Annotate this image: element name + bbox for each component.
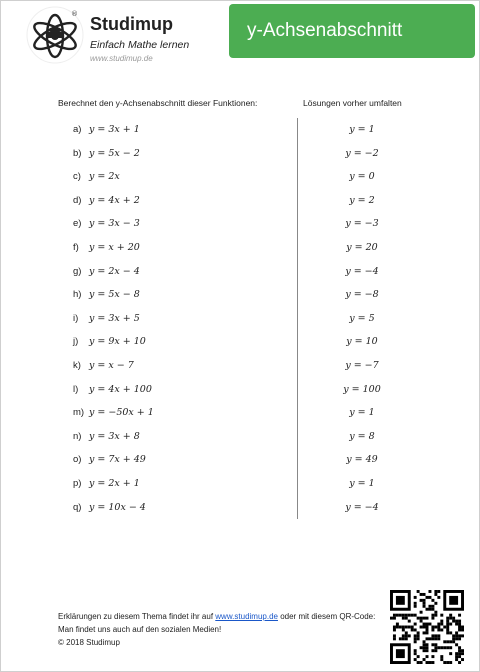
exercise-solution: y = −2 (345, 147, 379, 159)
exercise-label: k) (73, 360, 81, 371)
exercise-equation: y = 3x + 1 (89, 124, 140, 135)
footer-line-2: Man findet uns auch auf den sozialen Medien! (58, 625, 222, 634)
exercise-equation: y = 2x − 4 (89, 265, 140, 277)
footer-copyright: © 2018 Studimup (58, 638, 120, 647)
exercise-row (0, 266, 480, 284)
exercise-row (0, 218, 480, 236)
exercise-solution: y = −4 (345, 501, 379, 513)
exercise-solution: y = 5 (349, 312, 375, 324)
exercise-row (0, 407, 480, 425)
exercise-solution: y = 8 (349, 430, 375, 442)
exercise-row (0, 171, 480, 189)
exercise-solution: y = −7 (345, 360, 379, 371)
exercise-solution: y = −8 (345, 289, 379, 301)
exercise-equation: y = 2x (89, 171, 120, 183)
exercise-solution: y = 49 (346, 454, 378, 466)
exercise-label: p) (73, 478, 82, 489)
brand-name: Studimup (90, 14, 173, 34)
exercise-label: g) (73, 265, 82, 277)
solutions-heading: Lösungen vorher umfalten (303, 98, 402, 108)
exercise-row (0, 431, 480, 449)
exercise-row (0, 124, 480, 142)
exercise-solution: y = 20 (346, 242, 378, 253)
website-link[interactable]: www.studimup.de (215, 612, 278, 621)
exercise-label: o) (73, 454, 82, 466)
exercise-row (0, 478, 480, 496)
brand-tagline: Einfach Mathe lernen (90, 39, 190, 51)
exercise-label: n) (73, 430, 82, 442)
exercise-equation: y = 2x + 1 (89, 478, 140, 489)
exercise-solution: y = −4 (345, 265, 379, 277)
exercise-solution: y = 10 (346, 336, 378, 348)
exercise-equation: y = 3x − 3 (89, 218, 140, 230)
exercise-row (0, 336, 480, 354)
exercise-heading: Berechnet den y-Achsenabschnitt dieser Funktionen: (58, 98, 258, 108)
exercise-label: f) (73, 242, 79, 253)
page-title: y-Achsenabschnitt (247, 20, 403, 41)
exercise-solution: y = 1 (349, 124, 375, 135)
exercise-solution: y = 100 (343, 383, 381, 395)
exercise-label: l) (73, 383, 79, 395)
exercise-label: j) (73, 336, 79, 348)
footer-line-1 (58, 612, 375, 621)
exercise-row (0, 242, 480, 260)
exercise-equation: y = 4x + 2 (89, 194, 140, 206)
footer-text-before: Erklärungen zu diesem Thema findet ihr auf (58, 612, 216, 621)
exercise-equation: y = −50x + 1 (89, 407, 154, 419)
exercise-label: d) (73, 194, 82, 206)
exercise-label: b) (73, 147, 82, 159)
exercise-label: e) (73, 218, 82, 230)
exercise-row (0, 289, 480, 307)
exercise-row (0, 454, 480, 472)
exercise-label: i) (73, 312, 79, 324)
exercise-equation: y = 9x + 10 (89, 336, 146, 348)
exercise-solution: y = 1 (349, 407, 375, 419)
exercise-solution: y = −3 (345, 218, 379, 230)
exercise-label: c) (73, 171, 81, 183)
brand-url: www.studimup.de (90, 54, 153, 63)
exercise-label: q) (73, 501, 82, 513)
exercise-equation: y = 7x + 49 (89, 454, 146, 466)
exercise-solution: y = 2 (349, 194, 375, 206)
exercise-row (0, 313, 480, 331)
exercise-row (0, 360, 480, 378)
exercise-equation: y = 3x + 8 (89, 430, 140, 442)
footer-text-after: oder mit diesem QR-Code: (277, 612, 376, 621)
exercise-label: m) (73, 407, 85, 419)
exercise-row (0, 502, 480, 520)
exercise-solution: y = 1 (349, 478, 375, 489)
title-banner (229, 4, 475, 58)
exercise-equation: y = 10x − 4 (89, 501, 146, 513)
exercise-equation: y = x + 20 (89, 242, 140, 253)
exercise-label: h) (73, 289, 82, 301)
exercise-equation: y = 5x − 8 (89, 289, 140, 301)
qr-code-icon[interactable] (390, 590, 464, 664)
exercise-solution: y = 0 (349, 171, 375, 183)
exercise-row (0, 195, 480, 213)
exercise-equation: y = 5x − 2 (89, 147, 140, 159)
atom-logo-icon (26, 6, 84, 64)
exercise-row (0, 384, 480, 402)
exercise-equation: y = x − 7 (89, 360, 134, 371)
exercise-equation: y = 3x + 5 (89, 312, 140, 324)
svg-text:®: ® (71, 10, 78, 18)
exercise-row (0, 148, 480, 166)
exercise-equation: y = 4x + 100 (89, 383, 152, 395)
exercise-label: a) (73, 124, 82, 135)
